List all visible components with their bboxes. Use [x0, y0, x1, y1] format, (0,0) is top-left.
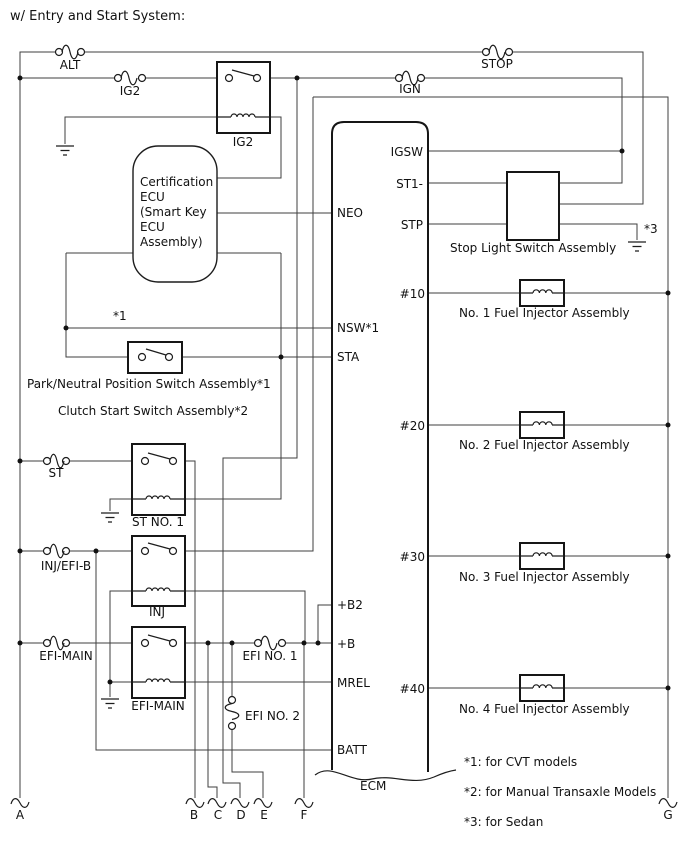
fuse-efi-no1-label: EFI NO. 1 — [242, 649, 298, 663]
stop-light-switch-label: Stop Light Switch Assembly — [450, 241, 617, 255]
fuse-alt — [56, 45, 85, 59]
wire-sls-ground — [559, 224, 637, 240]
park-neutral-label: Park/Neutral Position Switch Assembly*1 — [27, 377, 271, 391]
break-f — [295, 799, 313, 808]
relay-inj-label: INJ — [148, 605, 166, 619]
ecm-label: ECM — [360, 779, 387, 793]
pin-nsw: NSW*1 — [337, 321, 380, 335]
note-3: *3: for Sedan — [464, 815, 544, 829]
relay-st-no1 — [132, 444, 185, 515]
injector-3-label: No. 3 Fuel Injector Assembly — [459, 570, 630, 584]
pin-b2: +B2 — [337, 598, 363, 612]
fuse-ig2 — [115, 71, 146, 85]
pin-40: #40 — [399, 682, 425, 696]
connector-breaks — [11, 799, 677, 808]
pin-neo: NEO — [337, 206, 364, 220]
note-2: *2: for Manual Transaxle Models — [464, 785, 657, 799]
wire-shared-coil-ground — [110, 591, 132, 697]
relay-ig2 — [217, 62, 270, 133]
certification-ecu-line3: (Smart Key — [140, 205, 207, 219]
fuse-efi-no2-label: EFI NO. 2 — [245, 709, 301, 723]
break-e — [254, 799, 272, 808]
wire-st-out-to-b — [185, 461, 195, 798]
ground-stop-light-switch — [628, 242, 646, 251]
relay-ig2-label: IG2 — [232, 135, 254, 149]
connector-a: A — [15, 808, 25, 822]
star1-annotation: *1 — [113, 309, 127, 323]
wire-st-coil-ground — [110, 499, 132, 511]
fuse-efi-no2 — [225, 697, 239, 730]
pin-mrel: MREL — [337, 676, 370, 690]
relay-inj — [132, 536, 185, 606]
pin-sta: STA — [337, 350, 360, 364]
fuse-ign-label: IGN — [399, 82, 421, 96]
certification-ecu-line2: ECU — [140, 190, 165, 204]
ground-efi-coils — [101, 699, 119, 708]
wire-ig2-out-to-d — [223, 78, 297, 798]
stop-light-switch — [507, 172, 559, 240]
relay-st-no1-label: ST NO. 1 — [132, 515, 184, 529]
injector-3 — [520, 543, 564, 569]
certification-ecu-line1: Certification — [140, 175, 214, 189]
fuse-inj-efi-b — [44, 544, 70, 558]
pin-30: #30 — [399, 550, 425, 564]
fuse-ig2-label: IG2 — [119, 84, 141, 98]
pin-igsw: IGSW — [390, 145, 423, 159]
injector-4 — [520, 675, 564, 701]
connector-e: E — [260, 808, 268, 822]
fuse-efi-main-label: EFI-MAIN — [39, 649, 93, 663]
fuse-st-label: ST — [48, 466, 64, 480]
fuse-efi-main — [44, 636, 70, 650]
wire-left-drop-to-pn-switch — [66, 253, 128, 357]
fuse-inj-efi-b-label: INJ/EFI-B — [40, 559, 92, 573]
pin-10: #10 — [399, 287, 425, 301]
wire-ig2-coil-left — [65, 117, 217, 144]
break-d — [231, 799, 249, 808]
relay-efi-main-label: EFI-MAIN — [131, 699, 185, 713]
fuse-alt-label: ALT — [59, 58, 81, 72]
fuse-stop-label: STOP — [481, 57, 513, 71]
wire-ig2-ign-line — [20, 78, 622, 183]
break-b — [186, 799, 204, 808]
ground-st-coil — [101, 513, 119, 522]
break-a — [11, 799, 29, 808]
pin-b: +B — [337, 637, 356, 651]
pin-batt: BATT — [337, 743, 367, 757]
wire-st-relay-coil-net — [185, 253, 281, 499]
connector-b: B — [189, 808, 199, 822]
injector-2 — [520, 412, 564, 438]
page-title: w/ Entry and Start System: — [10, 9, 186, 24]
connector-g: G — [663, 808, 673, 822]
park-neutral-switch — [128, 342, 182, 373]
break-c — [208, 799, 226, 808]
pin-st1: ST1- — [396, 177, 423, 191]
connector-d: D — [236, 808, 246, 822]
injector-1-label: No. 1 Fuel Injector Assembly — [459, 306, 630, 320]
wire-b2 — [318, 605, 332, 643]
break-g — [659, 799, 677, 808]
injector-4-label: No. 4 Fuel Injector Assembly — [459, 702, 630, 716]
pin-stp: STP — [400, 218, 423, 232]
star3-annotation: *3 — [644, 222, 658, 236]
injector-2-label: No. 2 Fuel Injector Assembly — [459, 438, 630, 452]
wire-inj-coil-to-b-line — [185, 591, 305, 643]
certification-ecu-line4: ECU — [140, 220, 165, 234]
pin-20: #20 — [399, 419, 425, 433]
relay-efi-main — [132, 627, 185, 698]
certification-ecu-line5: Assembly) — [140, 235, 203, 249]
clutch-start-label: Clutch Start Switch Assembly*2 — [58, 404, 249, 418]
connector-f: F — [300, 808, 308, 822]
ground-ig2-coil — [56, 146, 74, 155]
note-1: *1: for CVT models — [464, 755, 578, 769]
fuse-efi-no1 — [255, 636, 286, 650]
connector-c: C — [213, 808, 223, 822]
wire-to-c — [208, 643, 217, 798]
injector-1 — [520, 280, 564, 306]
wire-injector-rows — [428, 293, 668, 688]
